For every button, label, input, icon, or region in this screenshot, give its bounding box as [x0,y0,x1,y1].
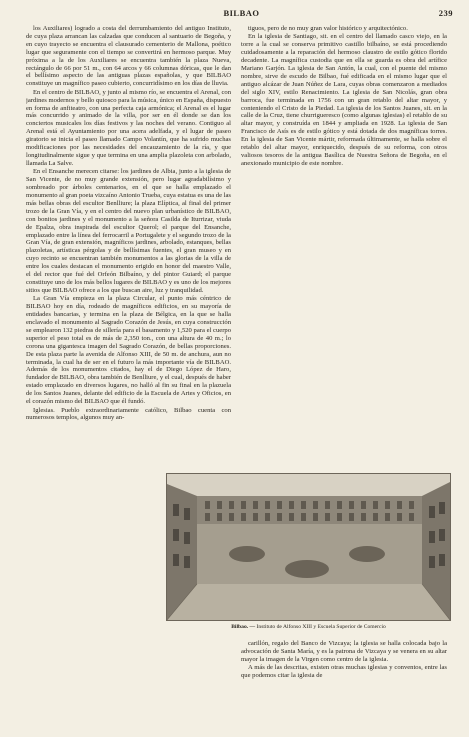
paragraph: En el centro de BILBAO, y junto al mismo río, se encuentra el Arenal, con jardines modernos y bello quiosco para la música, único en España, dispuesto en forma de anfiteatro, con una perfecta caja armónica; el Arenal es el lugar más concurrido y animado de la villa, por ser en él donde se dan los conciertos musicales los días festivos y las noches del verano. Contiguo al Arenal está el Ayuntamiento por una acera adelfada, y el lugar de paseo giratorio se inicia el paseo llamado Campo Volantín, que ha sufrido muchas modificaciones por las necesidades del encauzamiento de la ría, y que longitudinalmente sigue y que termina en una amplia plazoleta con arbolado, llamada La Salve. [26,88,231,167]
paragraph: La Gran Vía empieza en la plaza Circular, el punto más céntrico de BILBAO hoy en día, rodeado de magníficos edificios, en su mayoría de entidades bancarias, y termina en la plaza de Bélgica, en la que se halla enclavado el monumento al Sagrado Corazón de Jesús, en cuya construcción se emplearon 132 piedras de sillería para el basamento y 1,520 para el cuerpo superior el peso total es de más de 2,350 ton., con una altura de 40 m.; lo corona una gigantesca imagen del Sagrado Corazón, de bellas proporciones. De esta plaza parte la avenida de Alfonso XIII, de 50 m. de anchura, aun no terminada, la cual ha de ser en el futuro la más importante vía de BILBAO. Además de los monumentos citados, hay el de Diego López de Haro, fundador de BILBAO, obra también de Benlliure, y el cual, después de haber estado emplazado en diversos lugares, no halló al fin su final en la plazuela de los Santos Juanes, delante del edificio de la Escuela de Artes y Oficios, en el corazón mismo del BILBAO que él fundó. [26,295,231,406]
paragraph: Iglesias. Pueblo extraordinariamente católico, Bilbao cuenta con numerosos templos, algunos muy an- [26,406,231,422]
page-header [26,8,457,22]
paragraph: tiguos, pero de no muy gran valor histórico y arquitectónico. [248,25,408,32]
building-photo [166,473,451,621]
paragraph: A más de las descritas, existen otras muchas iglesias y conventos, entre las que podemos citar la iglesia de [241,664,447,680]
running-title: BILBAO [223,8,260,18]
page-number: 239 [438,8,453,18]
paragraph: los Auxiliares) logrado a costa del derrumbamiento del antiguo Instituto, de cuya plaza arrancan las calzadas que conducen al santuario de Begoña, y en cuyo trayecto se encuentra el clausurado cementerio de Mallona, poético lugar que seguramente con el tiempo se convertirá en hermoso parque. Muy próxima a la de los Auxiliares se encuentra también la plaza Nueva, rectángulo de 66 por 51 m., con 64 arcos y 66 columnas dóricas, que le dan el bellísimo aspecto de las antiguas plazas españolas, y que BILBAO constituye un magnífico paseo cubierto, concurridísimo en los días de lluvia. [26,25,231,88]
right-column-bottom [241,640,447,725]
text-columns [26,25,457,725]
photo-illustration [167,474,450,620]
paragraph: En la iglesia de Santiago, sit. en el centro del llamado casco viejo, en la torre a la cual se conserva primitivo castillo bilbaíno, se está procediendo cuidadosamente a la reparación del hermoso claustro de estilo gótico florido decadente. La magnífica custodia que en ella se guarda es obra del artífice Mariano Garjón. La iglesia de San Antón, la cual, con el puente del mismo nombre, sirve de escudo de Bilbao, fué edificada en el mismo lugar que el antiguo alcázar de Juan Núñez de Lara, cuyas obras comenzaron a mediados del siglo XIV, estilo Renacimiento. La iglesia de San Nicolás, gran obra barroca, fue terminada en 1756 con un gran retablo del altar mayor, y conteniendo el Cristo de la Piedad. La iglesia de los Santos Juanes, sit. en la calle de la Cruz, tiene churrigueresco (como algunas iglesias) el retablo de su altar mayor, y construída en 1844 y ampliada en 1928. La iglesia de San Francisco de Asís es de estilo gótico y está dotada de dos magníficas torres. En la iglesia de San Vicente mártir, reformada últimamente, se halla sobre el retablo del altar mayor, enriquecido, después de su reforma, con otros valiosos tesoros de la antigua Basílica de Nuestra Señora de Begoña, en el anexionado municipio de este nombre. [241,33,447,167]
paragraph: En el Ensanche merecen citarse: los jardines de Albia, junto a la iglesia de San Vicente, de no muy grande extensión, pero lugar agradabilísimo y sombreado por árboles centenarios, en el que se halla emplazado el monumento al gran poeta vizcaíno Antonio Trueba, cuya estatua es una de las más bellas obras del escultor Benlliure; la plaza Elíptica, al final del primer trozo de la Gran Vía, y en el centro del nuevo plan urbanístico de BILBAO, con bonitos jardines y el monumento a la señora Casilda de Iturrizar, viuda de Epalza, obra inspirada del escultor Querol; el parque del Ensanche, emplazado entre la línea del ferrocarril a Portugalete y el segundo trozo de la Gran Vía, de gran extensión, magníficos jardines, arbolado, estanques, bellas plazoletas, artísticas pérgolas y de bellísimas fuentes, el gran museo y en cuyo recinto se encuentran también monumentos a las glorias de la villa de entre los cuales destacan el monumento erigido en honor del maestro Valle, el del rector que fué del Orfeón Bilbaíno, y del pintor Guiard; el parque constituye uno de los más bellos lugares de BILBAO y es uno de los mejores sitios que BILBAO ofrece a los que buscan aire, luz y tranquilidad. [26,168,231,294]
caption-prefix: Bilbao. — [231,624,256,630]
right-column-top [241,25,447,343]
caption-text: Instituto de Alfonso XIII y Escuela Superior de Comercio [256,624,386,630]
figure-caption [166,624,451,631]
paragraph: carillón, regalo del Banco de Vizcaya; la iglesia se halla colocada bajo la advocación de Santa María, y es la patrona de Vizcaya y se venera en su altar mayor la imagen de la Virgen como centro de la iglesia. [241,640,447,663]
figure [166,473,451,637]
